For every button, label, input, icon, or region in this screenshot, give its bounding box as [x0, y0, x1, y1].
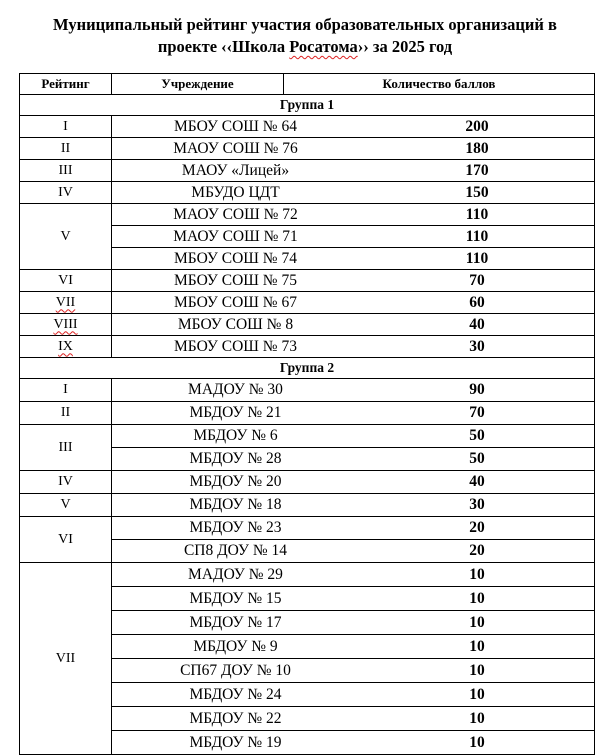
rank-cell: I: [20, 116, 112, 138]
score-cell: 40: [469, 473, 485, 490]
rank-cell: VIII: [53, 316, 78, 332]
rank-cell: IV: [20, 471, 112, 494]
rank-cell: II: [20, 138, 112, 160]
spellcheck-underlined-word: Росатома: [289, 37, 358, 56]
score-cell: 20: [469, 542, 485, 559]
institution-cell: МАОУ СОШ № 76: [173, 139, 298, 157]
table-row: [20, 494, 595, 517]
score-cell: 200: [465, 117, 489, 135]
institution-cell: МАОУ СОШ № 71: [173, 227, 298, 245]
score-cell: 10: [469, 637, 485, 655]
rank-cell: VI: [20, 270, 112, 292]
score-cell: 180: [465, 139, 489, 157]
table-row: [20, 379, 595, 402]
table-row: [20, 204, 595, 226]
header-institution: Учреждение: [112, 74, 284, 95]
institution-cell: МБДОУ № 21: [189, 404, 282, 421]
rank-cell: III: [20, 160, 112, 182]
score-cell: 10: [469, 685, 485, 703]
institution-cell: МБДОУ № 28: [189, 450, 282, 467]
rank-cell: I: [20, 379, 112, 402]
table-row: [20, 425, 595, 448]
title-line-1: Муниципальный рейтинг участия образовательных организаций в: [53, 15, 557, 34]
document-title: [0, 14, 610, 58]
group-2-heading: Группа 2: [20, 358, 595, 379]
score-cell: 90: [469, 381, 485, 398]
institution-cell: МБДОУ № 24: [189, 685, 282, 703]
header-score: Количество баллов: [284, 74, 595, 95]
title-line-2-start: проекте ‹‹Школа: [157, 37, 290, 56]
rank-cell: III: [20, 425, 112, 471]
institution-cell: СП67 ДОУ № 10: [180, 661, 291, 679]
score-cell: 10: [469, 589, 485, 607]
table-row: [20, 182, 595, 204]
score-cell: 50: [469, 450, 485, 467]
table-row: [20, 116, 595, 138]
rank-cell: V: [20, 204, 112, 270]
institution-cell: МАДОУ № 30: [188, 381, 283, 398]
institution-cell: МБДОУ № 9: [193, 637, 278, 655]
score-cell: 20: [469, 519, 485, 536]
institution-cell: МБДОУ № 15: [189, 589, 282, 607]
score-cell: 110: [465, 227, 489, 245]
score-cell: 30: [469, 496, 485, 513]
score-cell: 30: [469, 337, 485, 355]
title-line-2-end: ›› за 2025 год: [357, 37, 453, 56]
rank-cell: IV: [20, 182, 112, 204]
institution-cell: МАОУ «Лицей»: [181, 161, 290, 179]
score-cell: 10: [469, 565, 485, 583]
table-row: [20, 563, 595, 587]
rank-cell: II: [20, 402, 112, 425]
institution-cell: МБДОУ № 6: [193, 427, 278, 444]
institution-cell: МБДОУ № 18: [189, 496, 282, 513]
institution-cell: МБОУ СОШ № 64: [174, 117, 297, 135]
table-row: [20, 336, 595, 358]
institution-cell: МБОУ СОШ № 74: [174, 249, 297, 267]
institution-cell: МБОУ СОШ № 8: [177, 315, 294, 333]
institution-cell: МБДОУ № 20: [189, 473, 282, 490]
header-rank: Рейтинг: [20, 74, 112, 95]
table-row: [20, 314, 595, 336]
rank-cell: VII: [55, 294, 76, 310]
title-line-2: [0, 36, 610, 58]
rank-cell: V: [20, 494, 112, 517]
score-cell: 110: [465, 205, 489, 223]
institution-cell: МАДОУ № 29: [188, 565, 283, 583]
institution-cell: МБДОУ № 19: [189, 733, 282, 751]
table-row: [20, 292, 595, 314]
institution-cell: МБОУ СОШ № 67: [174, 293, 297, 311]
rank-cell: VI: [20, 517, 112, 563]
score-cell: 40: [469, 315, 485, 333]
institution-cell: МАОУ СОШ № 72: [173, 205, 298, 223]
table-row: [20, 471, 595, 494]
score-cell: 70: [469, 271, 485, 289]
score-cell: 150: [465, 183, 489, 201]
score-cell: 10: [469, 661, 485, 679]
institution-cell: МБОУ СОШ № 73: [174, 337, 297, 355]
rank-cell: IX: [58, 338, 73, 354]
rank-cell: VII: [20, 563, 112, 755]
score-cell: 10: [469, 733, 485, 751]
institution-cell: МБОУ СОШ № 75: [174, 271, 297, 289]
score-cell: 110: [465, 249, 489, 267]
table-row: [20, 270, 595, 292]
score-cell: 70: [469, 404, 485, 421]
score-cell: 50: [469, 427, 485, 444]
score-cell: 10: [469, 613, 485, 631]
score-cell: 10: [469, 709, 485, 727]
table-row: [20, 517, 595, 540]
table-row: [20, 138, 595, 160]
institution-cell: МБДОУ № 17: [189, 613, 282, 631]
institution-cell: МБУДО ЦДТ: [191, 183, 280, 201]
table-row: [20, 402, 595, 425]
institution-cell: МБДОУ № 23: [189, 519, 282, 536]
rating-table: [19, 73, 595, 755]
group-1-heading: Группа 1: [20, 95, 595, 116]
institution-cell: МБДОУ № 22: [189, 709, 282, 727]
score-cell: 170: [465, 161, 489, 179]
score-cell: 60: [469, 293, 485, 311]
institution-cell: СП8 ДОУ № 14: [183, 542, 288, 559]
table-row: [20, 160, 595, 182]
